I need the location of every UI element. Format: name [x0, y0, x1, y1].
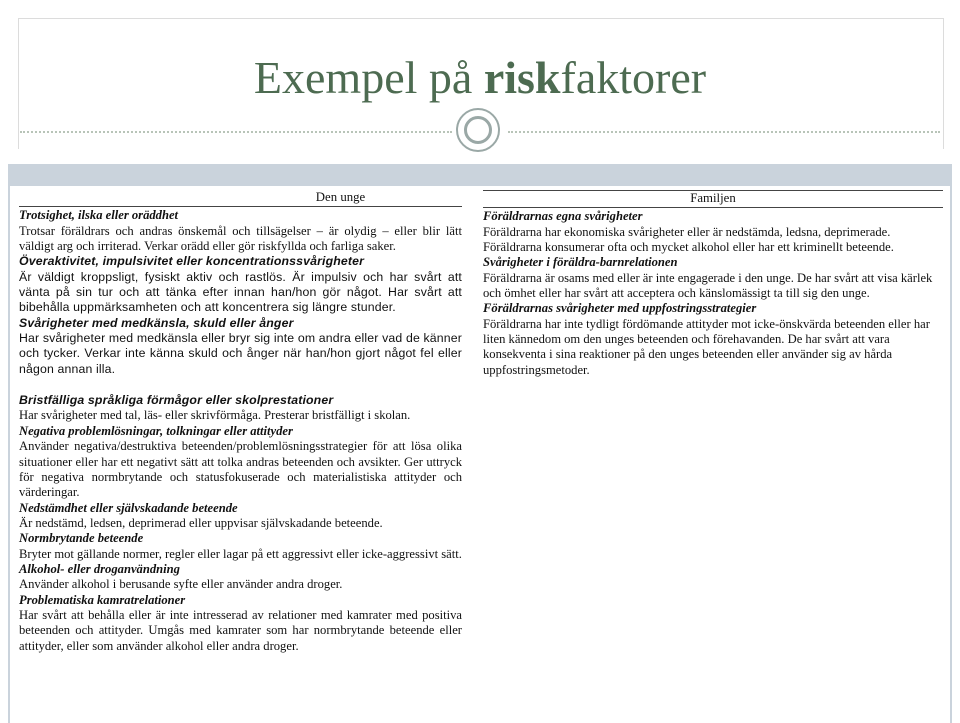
left-section-text: Är väldigt kroppsligt, fysiskt aktiv och rastlös. Är impulsiv och har svårt att vänta på sin tur och att tänka efter innan han/hon gör något. Har svårt att bibehålla uppmärksamheten och att koncentrera sig längre stunder. — [19, 269, 462, 315]
left-column — [19, 190, 462, 654]
left-section-text: Bryter mot gällande normer, regler eller lagar på ett aggressivt eller icke-aggressivt sätt. — [19, 546, 462, 561]
right-section-title: Föräldrarnas svårigheter med uppfostringsstrategier — [483, 301, 757, 316]
left-section-text: Använder alkohol i berusande syfte eller använder andra droger. — [19, 577, 343, 592]
left-section-title: Normbrytande beteende — [19, 531, 144, 546]
left-section-title: Trotsighet, ilska eller oräddhet — [19, 208, 179, 223]
title-divider-right — [508, 131, 940, 133]
left-section-title: Nedstämdhet eller självskadande beteende — [19, 500, 238, 515]
left-section-text: Trotsar föräldrars och andras önskemål och tillsägelser – är olydig – eller blir lätt väldigt arg och irriterad. Verkar orädd eller gör riskfyllda och farliga saker. — [19, 223, 462, 254]
right-section-text: Föräldrarna är osams med eller är inte engagerade i den unge. De har svårt att visa kärlek och ömhet eller har svårt att acceptera och känslomässigt ta till sig den unge. — [483, 270, 933, 301]
left-section-text: Är nedstämd, ledsen, deprimerad eller uppvisar självskadande beteende. — [19, 515, 383, 530]
section-gap — [19, 377, 462, 393]
right-column-header: Familjen — [483, 190, 943, 208]
ring-inner-icon — [464, 116, 492, 144]
left-section-title: Bristfälliga språkliga förmågor eller skolprestationer — [19, 393, 334, 408]
left-section-title: Alkohol- eller droganvändning — [19, 561, 180, 576]
left-section-title: Negativa problemlösningar, tolkningar eller attityder — [19, 423, 293, 438]
title-divider-left — [20, 131, 452, 133]
left-section-text: Använder negativa/destruktiva beteenden/problemlösningsstrategier för att lösa olika situationer eller har ett negativt sätt att tolka andras beteenden och avsikter. Ger uttryck för negativa normbrytande och statusfokuserade och materialistiska attityder och värderingar. — [19, 439, 462, 500]
right-column — [483, 190, 943, 378]
left-section-title: Överaktivitet, impulsivitet eller koncentrationssvårigheter — [19, 254, 365, 269]
right-section-text: Föräldrarna har inte tydligt fördömande attityder mot icke-önskvärda beteenden eller har liten kännedom om den unges beteenden och förehavanden. De har svårt att vara konsekventa i sina reaktioner på den unges beteenden eller använder sig av hårda uppfostringsmetoder. — [483, 316, 930, 377]
left-column-header: Den unge — [19, 190, 462, 207]
title-prefix: Exempel på — [253, 52, 484, 103]
left-section-text: Har svårigheter med tal, läs- eller skrivförmåga. Presterar bristfälligt i skolan. — [19, 408, 411, 423]
title-suffix: faktorer — [560, 52, 707, 103]
right-section-title: Föräldrarnas egna svårigheter — [483, 209, 643, 224]
right-section-text: Föräldrarna har ekonomiska svårigheter eller är nedstämda, ledsna, deprimerade. Föräldrarna konsumerar ofta och mycket alkohol eller har ett kriminellt beteende. — [483, 224, 894, 255]
slide-title — [0, 50, 960, 106]
left-section-title: Problematiska kamratrelationer — [19, 592, 186, 607]
left-section-title: Svårigheter med medkänsla, skuld eller ånger — [19, 315, 294, 330]
title-bold: risk — [483, 52, 561, 103]
right-section-title: Svårigheter i föräldra-barnrelationen — [483, 255, 678, 270]
ring-ornament-icon — [456, 108, 500, 152]
left-section-text: Har svårigheter med medkänsla eller bryr sig inte om andra eller vad de känner och tycker. Verkar inte känna skuld och ånger när han/hon gjort något fel eller någon annan illa. — [19, 331, 462, 376]
left-section-text: Har svårt att behålla eller är inte intresserad av relationer med kamrater med positiva beteenden och attityder. Umgås med kamrater som har normbrytande beteende eller attityder, eller som använder alkohol eller andra droger. — [19, 607, 462, 653]
